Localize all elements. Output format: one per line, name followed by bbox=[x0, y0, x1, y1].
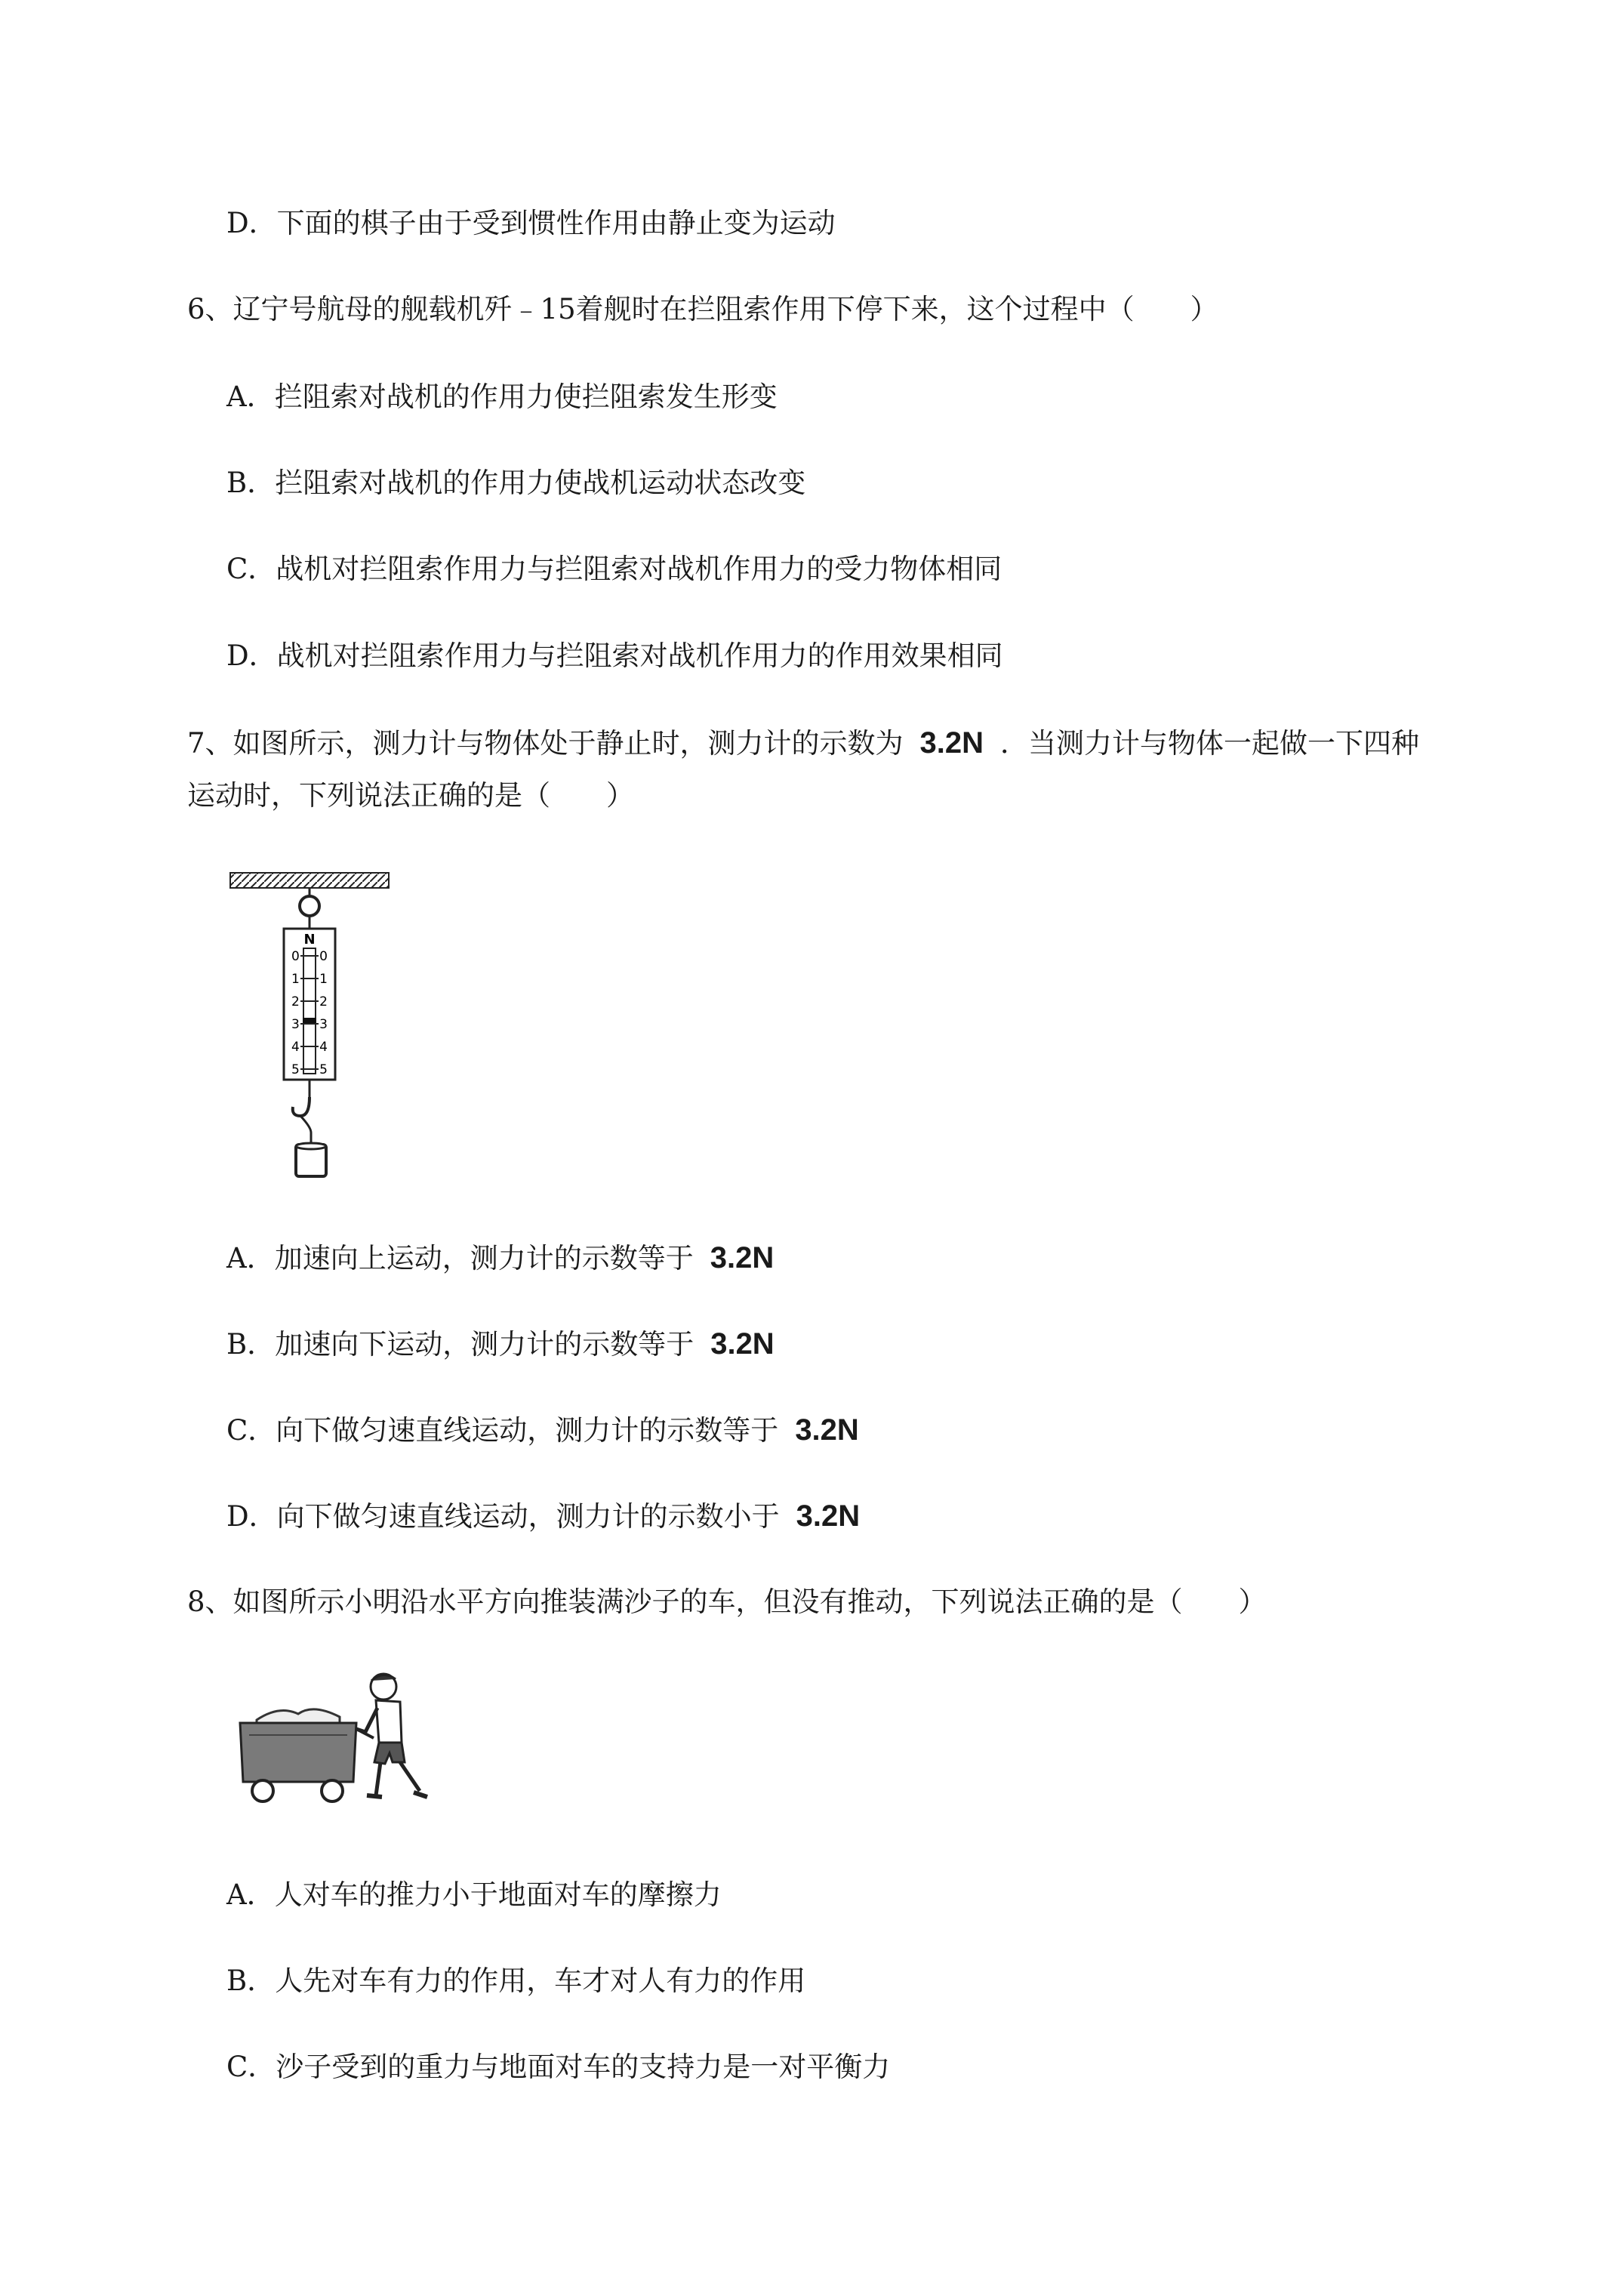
scale-tick-label: 4 bbox=[319, 1040, 328, 1055]
scale-tick-label: 0 bbox=[319, 949, 328, 964]
q7-option-a-text: A．加速向上运动，测力计的示数等于 bbox=[226, 1242, 694, 1274]
q7-option-a-value: 3.2N bbox=[710, 1241, 775, 1274]
q7-stem-line2: 运动时，下列说法正确的是（ ） bbox=[187, 779, 634, 812]
scale-tick-label: 3 bbox=[291, 1017, 300, 1032]
boy-torso bbox=[376, 1700, 402, 1743]
cart-wheel-left bbox=[252, 1780, 273, 1801]
scale-tick-label: 1 bbox=[319, 972, 328, 987]
scale-tick-label: 3 bbox=[319, 1017, 328, 1032]
q5-option-d: D．下面的棋子由于受到惯性作用由静止变为运动 bbox=[226, 207, 836, 239]
hook bbox=[293, 1097, 310, 1116]
q6-option-d: D．战机对拦阻索作用力与拦阻索对战机作用力的作用效果相同 bbox=[226, 639, 1003, 672]
boy-arm bbox=[356, 1708, 377, 1732]
q7-option-d bbox=[226, 1498, 860, 1535]
q7-option-a bbox=[226, 1240, 774, 1277]
q8-stem: 8、如图所示小明沿水平方向推装满沙子的车，但没有推动，下列说法正确的是（ ） bbox=[187, 1586, 1267, 1618]
q7-option-c-text: C．向下做匀速直线运动，测力计的示数等于 bbox=[226, 1414, 779, 1447]
q7-option-b-value: 3.2N bbox=[710, 1327, 775, 1361]
scale-tick-label: 5 bbox=[319, 1062, 328, 1077]
q8-option-c: C．沙子受到的重力与地面对车的支持力是一对平衡力 bbox=[226, 2051, 891, 2083]
boy-leg-back bbox=[400, 1762, 420, 1791]
q7-stem-line1 bbox=[187, 725, 1419, 762]
scale-tick-label: 2 bbox=[319, 994, 328, 1009]
hanging-ring bbox=[300, 896, 319, 916]
q8-option-b: B．人先对车有力的作用，车才对人有力的作用 bbox=[226, 1965, 806, 1997]
scale-tick-label: 5 bbox=[291, 1062, 300, 1077]
scale-tick-label: 0 bbox=[291, 949, 300, 964]
pointer bbox=[303, 1018, 316, 1023]
scale-tube bbox=[303, 948, 316, 1074]
scale-unit: N bbox=[303, 932, 316, 948]
q6-option-a: A．拦阻索对战机的作用力使拦阻索发生形变 bbox=[226, 381, 778, 413]
q7-option-b-text: B．加速向下运动，测力计的示数等于 bbox=[226, 1328, 694, 1361]
spring-scale-figure bbox=[226, 867, 400, 1184]
q6-option-c: C．战机对拦阻索作用力与拦阻索对战机作用力的受力物体相同 bbox=[226, 553, 1002, 585]
sand-pile bbox=[257, 1709, 340, 1723]
scale-tick-label: 4 bbox=[291, 1040, 300, 1055]
boy-leg-front bbox=[376, 1762, 380, 1795]
q6-option-b: B．拦阻索对战机的作用力使战机运动状态改变 bbox=[226, 467, 806, 499]
q7-stem-part1: 7、如图所示，测力计与物体处于静止时，测力计的示数为 bbox=[187, 727, 904, 760]
q7-option-d-value: 3.2N bbox=[796, 1499, 861, 1533]
scale-tick-label: 2 bbox=[291, 994, 300, 1009]
scale-tick-label: 1 bbox=[291, 972, 300, 987]
q7-stem-value: 3.2N bbox=[919, 726, 984, 760]
q7-stem-part2: ．当测力计与物体一起做一下四种 bbox=[1000, 727, 1420, 760]
q7-option-c bbox=[226, 1412, 859, 1449]
q7-option-d-text: D．向下做匀速直线运动，测力计的示数小于 bbox=[226, 1500, 780, 1533]
q8-option-a: A．人对车的推力小于地面对车的摩擦力 bbox=[226, 1878, 722, 1911]
q7-option-b bbox=[226, 1326, 775, 1363]
boy-shorts bbox=[374, 1743, 405, 1764]
q7-option-c-value: 3.2N bbox=[795, 1413, 859, 1447]
q6-stem: 6、辽宁号航母的舰载机歼﹣15着舰时在拦阻索作用下停下来，这个过程中（ ） bbox=[187, 293, 1218, 325]
cart-body bbox=[240, 1723, 356, 1782]
boy-pushing-cart-figure bbox=[226, 1669, 430, 1812]
ceiling bbox=[230, 873, 389, 888]
cart-wheel-right bbox=[322, 1780, 343, 1801]
